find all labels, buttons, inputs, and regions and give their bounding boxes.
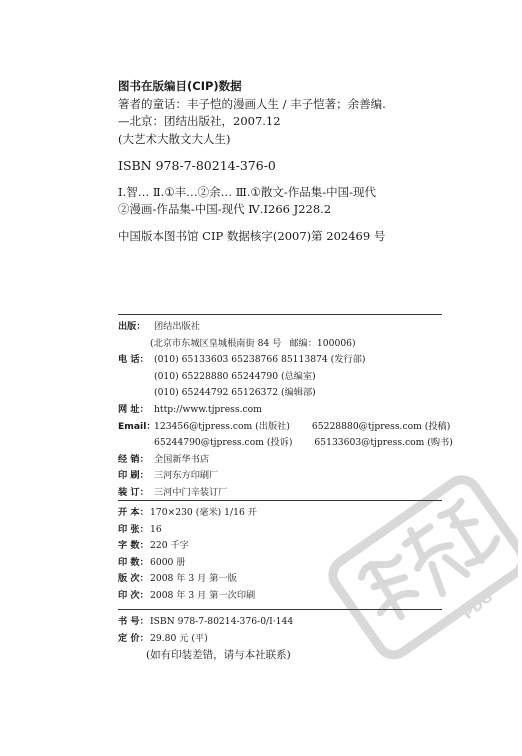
cip-series-line: (大艺术大散文大人生) (118, 131, 231, 146)
pdg-watermark-text: PDG (460, 589, 497, 624)
distributor-label: 经 销： (118, 453, 149, 465)
binder-name: 三河中门辛装订厂 (154, 486, 228, 498)
edition-label: 版 次： (118, 573, 149, 585)
printer-name: 三河东方印刷厂 (154, 470, 219, 482)
distributor-name: 全国新华书店 (154, 453, 210, 465)
format-label: 开 本： (118, 507, 149, 518)
sheets-label: 印 张： (118, 523, 149, 535)
cip-classification-line-2: ②漫画-作品集-中国-现代 Ⅳ.I266 J228.2 (118, 202, 332, 216)
email-publisher: 123456@tjpress.com (出版社) (154, 420, 290, 432)
email-label: Email： (118, 420, 156, 432)
misprint-note: (如有印装差错，请与本社联系) (146, 649, 291, 662)
impression-label: 印 次： (118, 589, 149, 601)
impression-value: 2008 年 3 月 第一次印刷 (150, 589, 256, 601)
cip-classification-line-1: Ⅰ.智… Ⅱ.①丰…②余… Ⅲ.①散文-作品集-中国-现代 (118, 184, 377, 199)
word-count-label: 字 数： (118, 540, 149, 552)
web-address: http://www.tjpress.com (154, 403, 262, 415)
cip-title-line: 箸者的童话：丰子恺的漫画人生 / 丰子恺著；余善编. (118, 96, 386, 111)
price-label: 定 价： (118, 632, 149, 644)
specs-block (118, 505, 257, 605)
cip-heading: 图书在版编目(CIP)数据 (118, 79, 242, 93)
cip-record-number: 中国版本图书馆 CIP 数据核字(2007)第 202469 号 (118, 228, 386, 243)
email-submissions: 65228880@tjpress.com (投稿) (311, 420, 451, 432)
cip-publisher-line: —北京：团结出版社，2007.12 (118, 114, 281, 128)
binder-label: 装 订： (118, 486, 149, 498)
cip-isbn-line: ISBN 978-7-80214-376-0 (118, 158, 276, 173)
cip-block (118, 78, 386, 245)
publisher-label: 出版： (118, 321, 146, 332)
word-count-value: 220 千字 (150, 540, 189, 552)
seal-watermark (318, 462, 518, 662)
print-run-value: 6000 册 (150, 556, 186, 568)
phone-line-1: (010) 65133603 65238766 85113874 (发行部) (154, 354, 366, 366)
price-block (118, 614, 293, 664)
publisher-name: 团结出版社 (154, 321, 200, 332)
web-label: 网 址： (118, 403, 149, 415)
divider-top (118, 314, 442, 315)
book-number-value: ISBN 978-7-80214-376-0/I·144 (150, 616, 294, 627)
publisher-postcode: 邮编：100006) (289, 337, 356, 349)
phone-label: 电 话： (118, 354, 149, 366)
phone-line-2: (010) 65228880 65244790 (总编室) (154, 370, 316, 382)
price-value: 29.80 元 (平) (150, 632, 208, 644)
publisher-address: (北京市东城区皇城根南街 84 号 (150, 337, 282, 349)
printer-label: 印 刷： (118, 470, 149, 482)
email-purchase: 65133603@tjpress.com (购书) (314, 437, 453, 449)
edition-value: 2008 年 3 月 第一版 (150, 573, 237, 585)
sheets-value: 16 (150, 523, 162, 535)
email-complaints: 65244790@tjpress.com (投诉) (154, 437, 293, 449)
format-value: 170×230 (毫米) 1/16 开 (150, 507, 257, 518)
print-run-label: 印 数： (118, 556, 149, 568)
phone-line-3: (010) 65244792 65126372 (编辑部) (154, 387, 316, 399)
book-number-label: 书 号： (118, 616, 149, 627)
